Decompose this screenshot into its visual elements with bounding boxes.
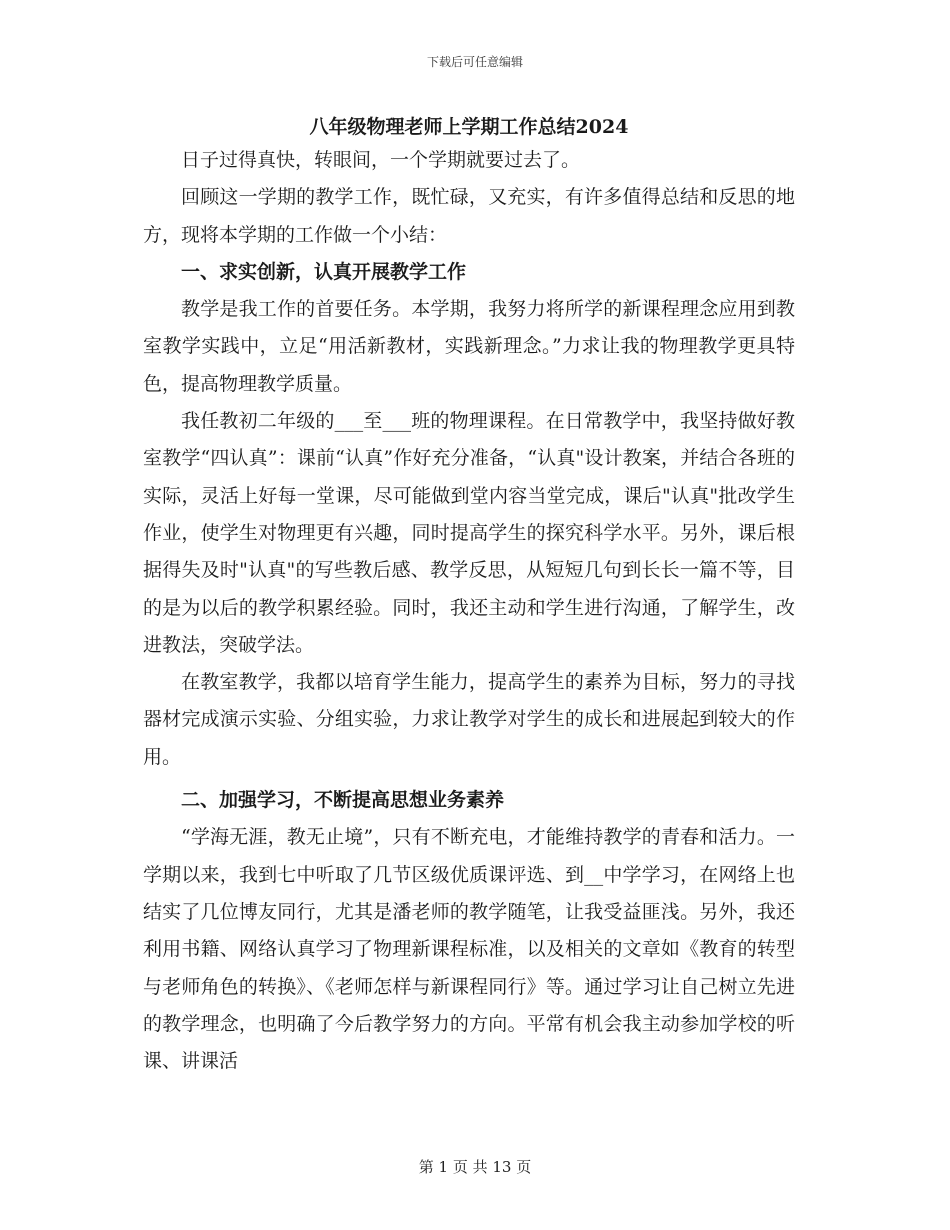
section-1-heading: 一、求实创新，认真开展教学工作 <box>181 260 467 283</box>
document-body <box>143 112 795 1080</box>
section-1-paragraph-2: 我任教初二年级的___至___班的物理课程。在日常教学中，我坚持做好教室教学“四认真”：课前“认真”作好充分准备，“认真"设计教案，并结合各班的实际，灵活上好每一堂课，尽可能做到堂内容当堂完成，课后"认真"批改学生作业，使学生对物理更有兴趣，同时提高学生的探究科学水平。另外，课后根据得失及时"认真"的写些教后感、教学反思，从短短几句到长长一篇不等，目的是为以后的教学积累经验。同时，我还主动和学生进行沟通，了解学生，改进教法，突破学法。 <box>143 410 795 656</box>
page-header-note: 下载后可任意编辑 <box>426 55 523 69</box>
intro-paragraph-2: 回顾这一学期的教学工作，既忙碌，又充实，有许多值得总结和反思的地方，现将本学期的工作做一个小结： <box>143 186 795 246</box>
page-number-footer: 第 1 页 共 13 页 <box>418 1158 532 1176</box>
section-2-paragraph-1: “学海无涯，教无止境”，只有不断充电，才能维持教学的青春和活力。一学期以来，我到七中听取了几节区级优质课评选、到__中学学习，在网络上也结实了几位博友同行，尤其是潘老师的教学随笔，让我受益匪浅。另外，我还利用书籍、网络认真学习了物理新课程标准，以及相关的文章如《教育的转型与老师角色的转换》、《老师怎样与新课程同行》等。通过学习让自己树立先进的教学理念，也明确了今后教学努力的方向。平常有机会我主动参加学校的听课、讲课活 <box>143 826 795 1073</box>
section-1-paragraph-1: 教学是我工作的首要任务。本学期，我努力将所学的新课程理念应用到教室教学实践中，立足“用活新教材，实践新理念。”力求让我的物理教学更具特色，提高物理教学质量。 <box>143 298 795 395</box>
intro-paragraph-1: 日子过得真快，转眼间，一个学期就要过去了。 <box>181 149 581 171</box>
section-2-heading: 二、加强学习，不断提高思想业务素养 <box>181 789 505 812</box>
section-1-paragraph-3: 在教室教学，我都以培育学生能力，提高学生的素养为目标，努力的寻找器材完成演示实验、分组实验，力求让教学对学生的成长和进展起到较大的作用。 <box>143 671 795 768</box>
document-title: 八年级物理老师上学期工作总结2024 <box>309 116 629 138</box>
